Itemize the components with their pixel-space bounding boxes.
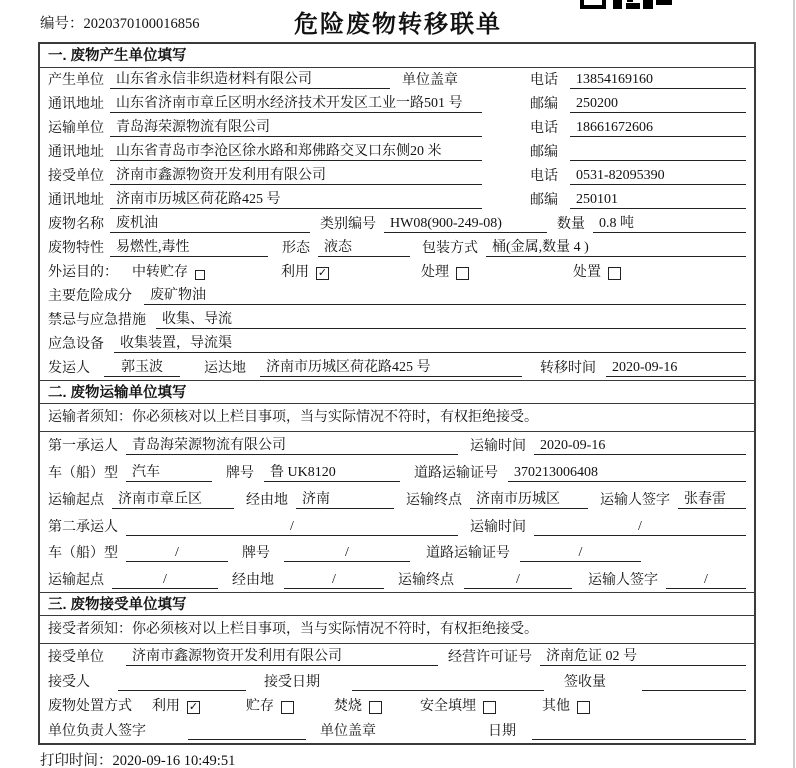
accept-date-field xyxy=(352,690,544,691)
phone1-field: 13854169160 xyxy=(570,72,746,89)
address2-field: 山东省青岛市李沧区徐水路和郑佛路交叉口东侧20 米 xyxy=(110,140,482,161)
purpose-option-transfer-storage xyxy=(132,261,205,281)
disposal-option-landfill xyxy=(420,695,496,715)
shipper-row xyxy=(40,356,754,380)
vehicle1-field: 汽车 xyxy=(126,461,212,482)
transporter-field: 青岛海荣源物流有限公司 xyxy=(110,116,482,137)
document-number-value: 2020370100016856 xyxy=(83,16,200,32)
disposal-incinerate-checkbox xyxy=(369,701,382,714)
disposal-option-other xyxy=(542,695,590,715)
disposal-landfill-checkbox xyxy=(483,701,496,714)
purpose-option-treat xyxy=(421,261,469,281)
shipper-field: 郭玉波 xyxy=(104,356,180,377)
disposal-method-row xyxy=(40,694,754,719)
zip1-field: 250200 xyxy=(570,96,746,113)
producer-row xyxy=(40,68,754,92)
recipient-row xyxy=(40,669,754,694)
first-carrier-row xyxy=(40,432,754,459)
qr-code-fragment-icon xyxy=(580,0,672,10)
zip1-group xyxy=(530,93,746,113)
receiver-label: 接受单位 xyxy=(48,169,104,184)
carrier1-field: 青岛海荣源物流有限公司 xyxy=(126,434,458,455)
license2-field: / xyxy=(520,545,641,562)
origin2-label: 运输起点 xyxy=(48,573,104,589)
amount-field xyxy=(642,690,746,691)
section2-notice: 运输者须知：你必须核对以上栏目事项，当与实际情况不符时，有权拒绝接受。 xyxy=(40,404,754,432)
characteristics-field: 易燃性,毒性 xyxy=(110,236,268,257)
phone2-field: 18661672606 xyxy=(570,120,746,137)
phone1-label: 电话 xyxy=(530,73,558,88)
document-number-label: 编号： xyxy=(40,16,84,32)
destination-field: 济南市历城区荷花路425 号 xyxy=(260,356,522,377)
end2-label: 运输终点 xyxy=(398,573,454,589)
form-label: 形态 xyxy=(282,241,310,256)
recipient-label: 接受人 xyxy=(48,674,90,690)
via1-field: 济南 xyxy=(296,488,394,509)
transporter-address-row xyxy=(40,140,754,164)
unit-seal2-label: 单位盖章 xyxy=(320,724,376,739)
purpose-dispose-checkbox xyxy=(608,267,621,280)
form-table xyxy=(38,42,756,745)
section3-notice: 接受者须知：你必须核对以上栏目事项，当与实际情况不符时，有权拒绝接受。 xyxy=(40,616,754,644)
vehicle1-label: 车（船）型 xyxy=(48,466,118,482)
packaging-label: 包装方式 xyxy=(422,241,478,256)
license2-label: 道路运输证号 xyxy=(426,546,510,562)
license1-label: 道路运输证号 xyxy=(414,466,498,482)
purpose-option-dispose-label: 处置 xyxy=(573,264,601,280)
taboo-measures-row xyxy=(40,308,754,332)
receiver-row xyxy=(40,164,754,188)
phone2-group xyxy=(530,117,746,137)
producer-label: 产生单位 xyxy=(48,73,104,88)
plate1-field: 鲁 UK8120 xyxy=(264,461,400,482)
quantity-label: 数量 xyxy=(557,217,585,232)
waste-characteristics-row xyxy=(40,236,754,260)
sign2-field: / xyxy=(666,572,746,589)
time1-field: 2020-09-16 xyxy=(534,438,746,455)
disposal-option-storage xyxy=(246,695,294,715)
unit-seal-label: 单位盖章 xyxy=(402,73,458,88)
category-label: 类别编号 xyxy=(320,217,376,232)
end2-field: / xyxy=(464,572,572,589)
equipment-label: 应急设备 xyxy=(48,336,104,352)
zip2-label: 邮编 xyxy=(530,145,558,160)
purpose-treat-checkbox xyxy=(456,267,469,280)
accept-unit-row xyxy=(40,644,754,669)
receiver-field: 济南市鑫源物资开发利用有限公司 xyxy=(110,164,482,185)
via2-label: 经由地 xyxy=(232,573,274,589)
waste-name-label: 废物名称 xyxy=(48,217,104,232)
disposal-storage-checkbox xyxy=(281,701,294,714)
purpose-option-utilize-label: 利用 xyxy=(281,264,309,280)
disposal-utilize-checkbox: ✓ xyxy=(188,700,199,714)
via2-field: / xyxy=(284,572,384,589)
disposal-option-landfill-label: 安全填埋 xyxy=(420,699,476,715)
sign1-field: 张春雷 xyxy=(678,488,746,509)
phone2-label: 电话 xyxy=(530,121,558,136)
zip2-group xyxy=(530,141,746,161)
sign1-label: 运输人签字 xyxy=(600,492,670,508)
zip3-field: 250101 xyxy=(570,192,746,209)
transfer-time-label: 转移时间 xyxy=(540,360,596,376)
purpose-utilize-checkbox: ✓ xyxy=(317,265,328,279)
disposal-other-checkbox xyxy=(577,701,590,714)
destination-label: 运达地 xyxy=(204,360,246,376)
phone3-label: 电话 xyxy=(530,169,558,184)
address2-label: 通讯地址 xyxy=(48,145,104,160)
disposal-option-other-label: 其他 xyxy=(542,699,570,715)
vehicle2-row xyxy=(40,539,754,566)
plate2-field: / xyxy=(284,545,410,562)
form-field: 液态 xyxy=(318,236,410,257)
receiver-address-row xyxy=(40,188,754,212)
address1-field: 山东省济南市章丘区明水经济技术开发区工业一路501 号 xyxy=(110,92,482,113)
manager-signature-row xyxy=(40,718,754,743)
waste-name-row xyxy=(40,212,754,236)
hazard-components-row xyxy=(40,284,754,308)
page-title: 危险废物转移联单 xyxy=(294,12,502,38)
carrier1-label: 第一承运人 xyxy=(48,439,118,455)
shipper-label: 发运人 xyxy=(48,360,90,376)
zip2-field xyxy=(570,160,746,161)
section1-heading: 一. 废物产生单位填写 xyxy=(40,44,754,68)
purpose-option-utilize xyxy=(281,261,329,281)
vehicle2-field: / xyxy=(126,545,228,562)
section3-heading: 三. 废物接受单位填写 xyxy=(40,592,754,616)
disposal-option-utilize-label: 利用 xyxy=(152,699,180,715)
disposal-option-utilize xyxy=(152,695,200,715)
producer-address-row xyxy=(40,92,754,116)
end1-label: 运输终点 xyxy=(406,492,462,508)
date2-label: 日期 xyxy=(488,724,516,739)
origin1-field: 济南市章丘区 xyxy=(112,488,234,509)
characteristics-label: 废物特性 xyxy=(48,241,104,256)
disposal-option-incinerate xyxy=(334,695,382,715)
via1-label: 经由地 xyxy=(246,492,288,508)
carrier2-field: / xyxy=(126,519,458,536)
waste-name-field: 废机油 xyxy=(110,212,310,233)
phone3-group xyxy=(530,165,746,185)
time1-label: 运输时间 xyxy=(470,439,526,455)
taboo-label: 禁忌与应急措施 xyxy=(48,312,146,328)
page-right-edge xyxy=(793,0,795,768)
plate1-label: 牌号 xyxy=(226,466,254,482)
phone3-field: 0531-82095390 xyxy=(570,168,746,185)
document-header xyxy=(0,0,796,42)
vehicle2-label: 车（船）型 xyxy=(48,546,118,562)
carrier2-label: 第二承运人 xyxy=(48,519,118,535)
vehicle1-row xyxy=(40,458,754,485)
hazard-field: 废矿物油 xyxy=(144,284,746,305)
section2-heading: 二. 废物运输单位填写 xyxy=(40,380,754,404)
purpose-option-transfer-storage-label: 中转贮存 xyxy=(132,264,188,280)
disposal-label: 废物处置方式 xyxy=(48,699,132,715)
quantity-field: 0.8 吨 xyxy=(593,212,746,233)
address3-field: 济南市历城区荷花路425 号 xyxy=(110,188,482,209)
recipient-field xyxy=(118,690,246,691)
permit-field: 济南危证 02 号 xyxy=(540,645,746,666)
address3-label: 通讯地址 xyxy=(48,193,104,208)
transfer-time-field: 2020-09-16 xyxy=(606,360,746,377)
sign2-label: 运输人签字 xyxy=(588,573,658,589)
print-time-value: 2020-09-16 10:49:51 xyxy=(112,753,236,768)
time2-field: / xyxy=(534,519,746,536)
transporter-row xyxy=(40,116,754,140)
hazard-label: 主要危险成分 xyxy=(48,288,132,304)
zip3-group xyxy=(530,189,746,209)
manager-sign-label: 单位负责人签字 xyxy=(48,724,146,739)
date2-field xyxy=(532,739,746,740)
purpose-label: 外运目的： xyxy=(48,264,118,280)
plate2-label: 牌号 xyxy=(242,546,270,562)
amount-label: 签收量 xyxy=(564,674,606,690)
permit-label: 经营许可证号 xyxy=(448,649,532,665)
route2-row xyxy=(40,565,754,592)
end1-field: 济南市历城区 xyxy=(470,488,588,509)
taboo-field: 收集、导流 xyxy=(156,308,746,329)
transport-purpose-row xyxy=(40,260,754,284)
second-carrier-row xyxy=(40,512,754,539)
accept-receiver-label: 接受单位 xyxy=(48,649,104,665)
transporter-label: 运输单位 xyxy=(48,121,104,136)
purpose-transfer-storage-checkbox xyxy=(195,270,205,280)
time2-label: 运输时间 xyxy=(470,519,526,535)
origin1-label: 运输起点 xyxy=(48,492,104,508)
manager-sign-field xyxy=(188,739,306,740)
accept-date-label: 接受日期 xyxy=(264,674,320,690)
purpose-option-dispose xyxy=(573,261,621,281)
disposal-option-storage-label: 贮存 xyxy=(246,699,274,715)
equipment-field: 收集装置，导流渠 xyxy=(114,332,746,353)
emergency-equipment-row xyxy=(40,332,754,356)
packaging-field: 桶(金属,数量 4 ) xyxy=(486,236,746,257)
category-field: HW08(900-249-08) xyxy=(384,216,547,233)
address1-label: 通讯地址 xyxy=(48,97,104,112)
phone1-group xyxy=(530,69,746,89)
origin2-field: / xyxy=(112,572,218,589)
zip1-label: 邮编 xyxy=(530,97,558,112)
license1-field: 370213006408 xyxy=(508,465,746,482)
producer-field: 山东省永信非织造材料有限公司 xyxy=(110,68,390,89)
accept-receiver-field: 济南市鑫源物资开发利用有限公司 xyxy=(126,645,438,666)
route1-row xyxy=(40,485,754,512)
print-time xyxy=(40,749,235,768)
purpose-option-treat-label: 处理 xyxy=(421,264,449,280)
disposal-option-incinerate-label: 焚烧 xyxy=(334,699,362,715)
print-time-label: 打印时间： xyxy=(40,753,113,768)
zip3-label: 邮编 xyxy=(530,193,558,208)
